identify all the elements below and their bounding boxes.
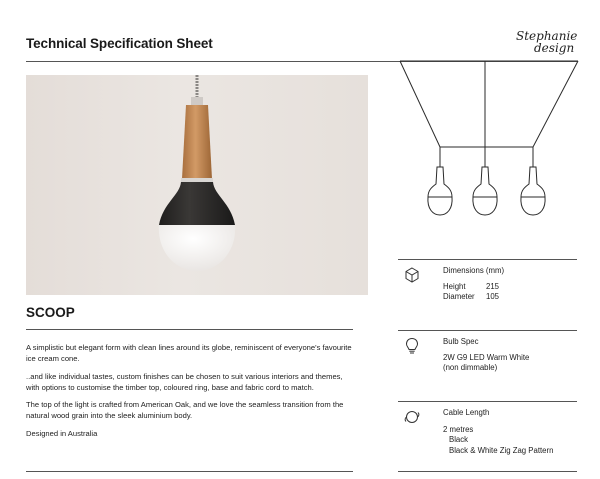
bulb-divider [398,330,577,331]
bulb-icon [403,337,421,355]
description-paragraph: ..and like individual tastes, custom finishes can be chosen to suit various interiors and themes, with options to customise the timber top, coloured ring, base and fabric cord to match. [26,371,343,392]
logo-line-2: design [534,41,575,55]
cable-icon [403,408,421,426]
description-paragraph: Designed in Australia [26,428,98,438]
cable-line: Black & White Zig Zag Pattern [449,445,554,455]
dimension-value: 105 [486,292,500,302]
cable-line: 2 metres [443,425,474,434]
bulb-details [443,353,529,374]
dimensions-heading: Dimensions (mm) [443,266,505,275]
pendant-lamp-illustration [26,75,368,295]
product-divider [26,329,353,330]
cable-details [443,425,553,456]
product-photo [26,75,368,295]
product-description [26,342,356,445]
dimension-label: Diameter [443,292,475,302]
dimension-value: 215 [486,282,500,291]
cluster-drawing [398,60,580,220]
pendant-cluster-diagram [398,60,580,220]
bulb-line: (non dimmable) [443,363,498,373]
dimensions-icon [403,266,421,284]
dimension-label: Height [443,282,466,291]
page-title: Technical Specification Sheet [26,36,213,51]
dimension-row-height [443,282,499,292]
product-name: SCOOP [26,305,75,320]
dimension-row-diameter [443,292,499,302]
bulb-heading: Bulb Spec [443,337,479,346]
dimensions-divider [398,259,577,260]
dimensions-table [443,282,499,303]
cable-line: Black [449,435,469,445]
footer-divider [26,471,353,472]
brand-logo [514,29,580,59]
description-paragraph: The top of the light is crafted from American Oak, and we love the seamless transition from the natural wood grain into the sleek aluminium body. [26,400,344,421]
cable-heading: Cable Length [443,408,490,417]
description-paragraph: A simplistic but elegant form with clean lines around its globe, reminiscent of everyone's favourite ice cream cone. [26,343,352,364]
cable-divider [398,401,577,402]
bulb-line: 2W G9 LED Warm White [443,353,530,362]
specs-bottom-divider [398,471,577,472]
logo-line-1: Stephanie [516,29,578,43]
